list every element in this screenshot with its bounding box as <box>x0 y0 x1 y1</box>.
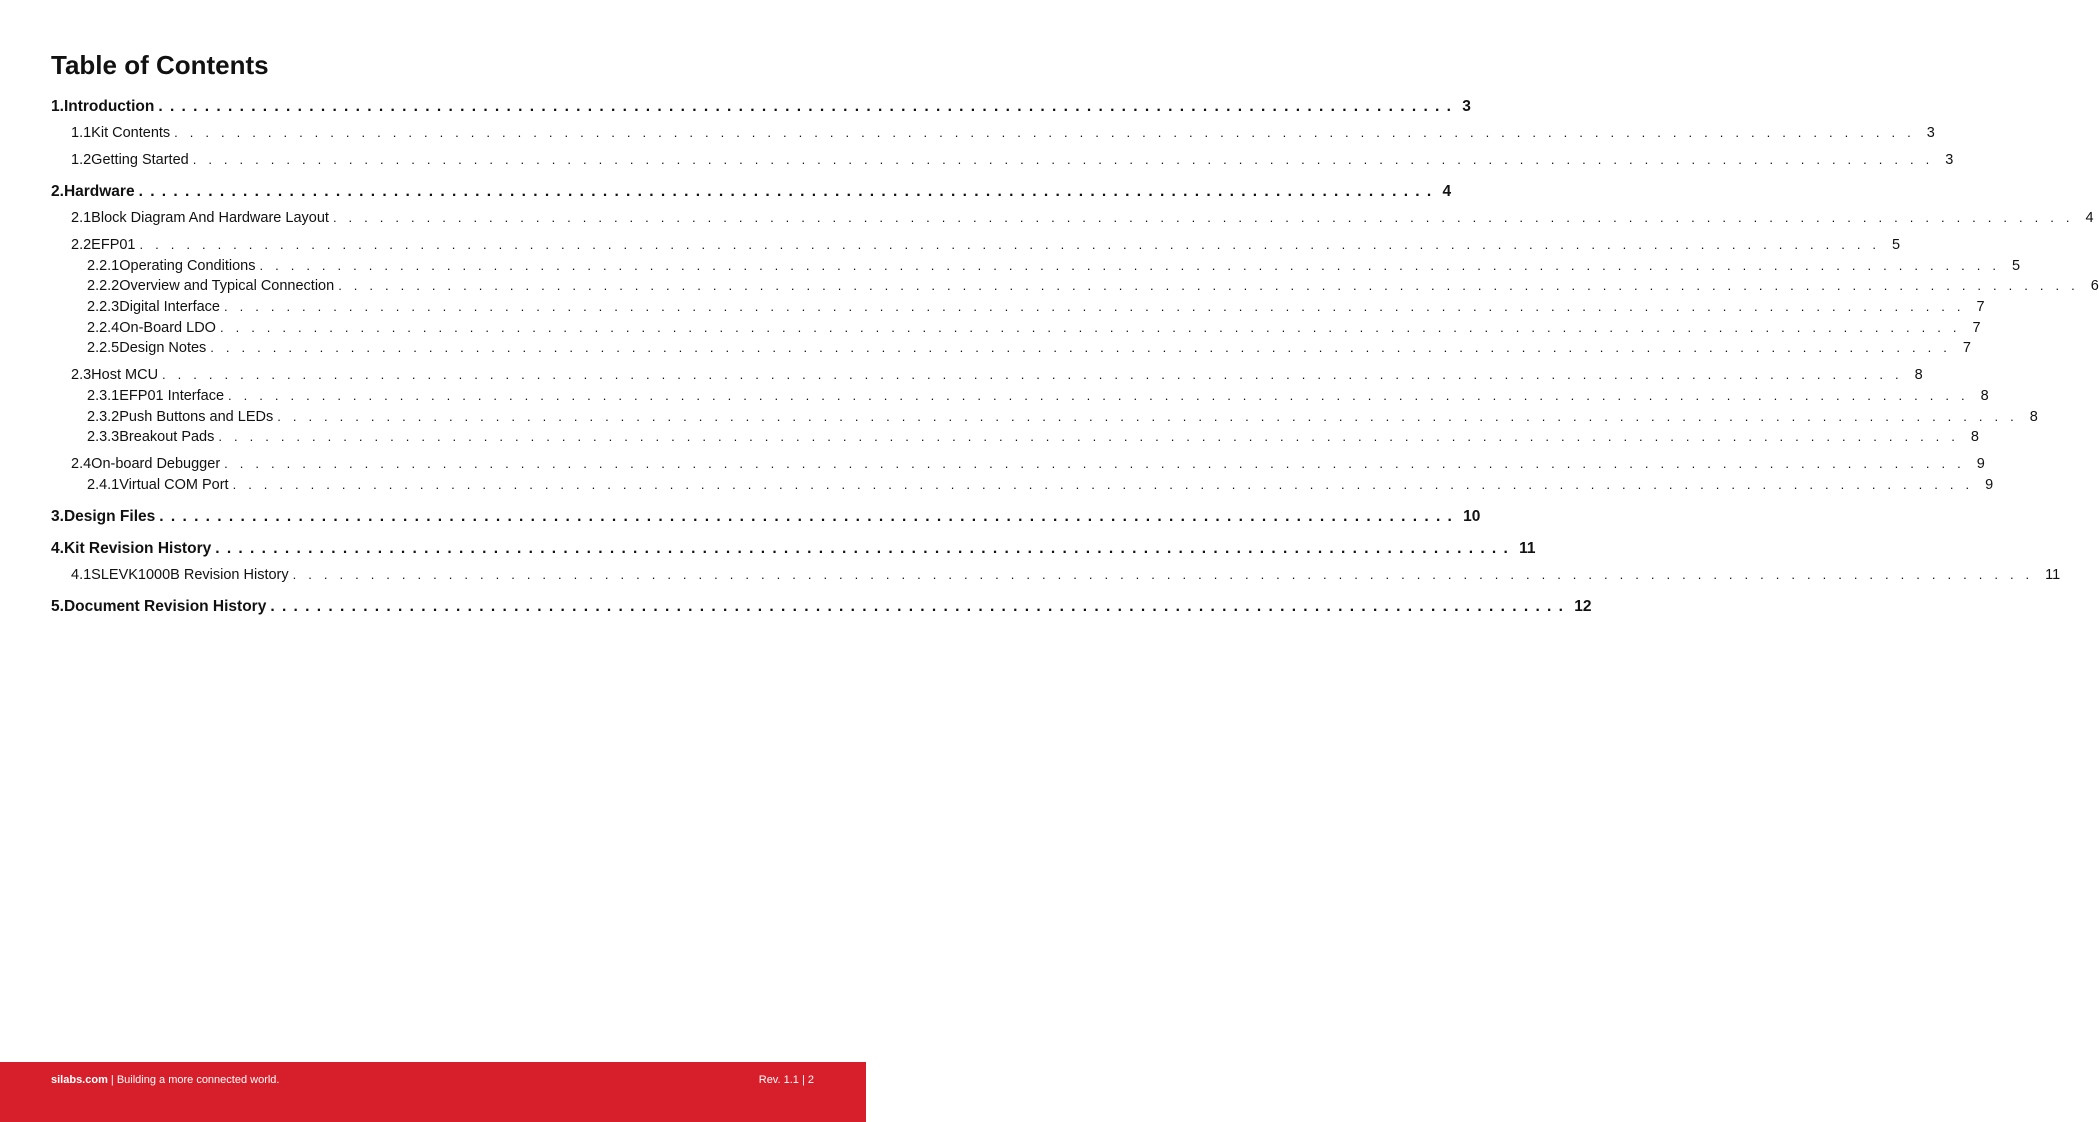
toc-entry-title: On-Board LDO <box>119 320 216 336</box>
dot-leader: ................................................................................................................ <box>158 98 1459 115</box>
toc-entry-number: 1.1 <box>71 125 92 141</box>
toc-entry-design-files[interactable] <box>51 508 1481 526</box>
dot-leader: ................................................................................................................ <box>174 125 1923 140</box>
page-footer <box>0 1062 866 1122</box>
toc-entry-page: 11 <box>2045 567 2061 583</box>
toc-entry-title: SLEVK1000B Revision History <box>91 567 289 583</box>
dot-leader: ................................................................................................................ <box>232 477 1982 492</box>
toc-entry-on-board-ldo[interactable] <box>87 320 1981 336</box>
toc-entry-overview[interactable] <box>87 278 2099 294</box>
toc-entry-page: 3 <box>1462 98 1471 115</box>
toc-entry-number: 4. <box>51 540 64 557</box>
toc-entry-title: Design Files <box>63 508 156 525</box>
toc-entry-page: 7 <box>1962 340 1971 356</box>
toc-entry-page: 8 <box>2029 409 2038 425</box>
toc-entry-host-mcu[interactable] <box>71 367 1923 383</box>
toc-entry-introduction[interactable] <box>51 98 1471 116</box>
toc-entry-slevk1000b-revision-history[interactable] <box>71 567 2061 583</box>
toc-entry-title: On-board Debugger <box>91 456 221 472</box>
toc-entry-page: 8 <box>1970 429 1979 445</box>
toc-entry-page: 5 <box>2012 258 2021 274</box>
toc-entry-title: Digital Interface <box>119 299 220 315</box>
toc-entry-number: 3. <box>51 508 64 525</box>
dot-leader: ................................................................................................................ <box>338 278 2087 293</box>
toc-entry-document-revision-history[interactable] <box>51 598 1592 616</box>
toc-entry-number: 2.2.4 <box>87 320 120 336</box>
toc-entry-number: 2.3.2 <box>87 409 120 425</box>
footer-site-link[interactable]: silabs.com <box>51 1074 108 1086</box>
toc-entry-number: 2.3.3 <box>87 429 120 445</box>
toc-entry-page: 9 <box>1985 477 1994 493</box>
toc-entry-efp01[interactable] <box>71 237 1901 253</box>
toc-entry-number: 2.2.2 <box>87 278 120 294</box>
toc-entry-virtual-com-port[interactable] <box>87 477 1994 493</box>
toc-entry-page: 11 <box>1519 540 1536 557</box>
dot-leader: ................................................................................................................ <box>270 598 1571 615</box>
toc-entry-number: 1.2 <box>71 152 92 168</box>
toc-entry-page: 4 <box>2085 210 2094 226</box>
toc-entry-number: 2.2.3 <box>87 299 120 315</box>
toc-entry-page: 7 <box>1972 320 1981 336</box>
dot-leader: ................................................................................................................ <box>138 183 1439 200</box>
toc-entry-page: 4 <box>1442 183 1452 200</box>
toc-entry-title: Kit Contents <box>91 125 171 141</box>
toc-entry-number: 2.4 <box>71 456 92 472</box>
toc-entry-kit-revision-history[interactable] <box>51 540 1536 558</box>
toc-entry-number: 1. <box>51 98 64 115</box>
toc-entry-page: 3 <box>1926 125 1935 141</box>
toc-entry-number: 2.3.1 <box>87 388 120 404</box>
toc-entry-on-board-debugger[interactable] <box>71 456 1985 472</box>
toc-entry-number: 2.3 <box>71 367 92 383</box>
toc-entry-breakout-pads[interactable] <box>87 429 1979 445</box>
dot-leader: ................................................................................................................ <box>224 299 1973 314</box>
toc-entry-title: Operating Conditions <box>119 258 256 274</box>
toc-entry-title: EFP01 Interface <box>119 388 225 404</box>
toc-entry-title: Overview and Typical Connection <box>119 278 335 294</box>
toc-entry-block-diagram[interactable] <box>71 210 2094 226</box>
toc-entry-title: Kit Revision History <box>63 540 212 557</box>
toc-entry-title: Breakout Pads <box>119 429 215 445</box>
dot-leader: ................................................................................................................ <box>159 508 1460 525</box>
dot-leader: ................................................................................................................ <box>228 388 1977 403</box>
footer-revision: Rev. 1.1 | 2 <box>758 1074 814 1086</box>
page-title: Table of Contents <box>51 50 269 80</box>
toc-entry-number: 4.1 <box>71 567 92 583</box>
toc-entry-title: Hardware <box>63 183 135 200</box>
toc-entry-page: 8 <box>1980 388 1989 404</box>
dot-leader: ................................................................................................................ <box>224 456 1973 471</box>
toc-entry-title: Getting Started <box>91 152 189 168</box>
toc-entry-design-notes[interactable] <box>87 340 1971 356</box>
dot-leader: ................................................................................................................ <box>332 210 2082 225</box>
footer-site-tagline <box>51 1073 279 1087</box>
toc-entry-title: Document Revision History <box>63 598 267 615</box>
toc-entry-number: 2.2.1 <box>87 258 120 274</box>
toc-entry-page: 10 <box>1463 508 1481 525</box>
toc-entry-page: 7 <box>1976 299 1985 315</box>
toc-entry-title: Introduction <box>63 98 155 115</box>
toc-entry-title: EFP01 <box>91 237 136 253</box>
toc-entry-title: Design Notes <box>119 340 207 356</box>
toc-entry-number: 2.1 <box>71 210 92 226</box>
dot-leader: ................................................................................................................ <box>215 540 1516 557</box>
toc-entry-page: 9 <box>1976 456 1985 472</box>
toc-entry-page: 6 <box>2090 278 2099 294</box>
toc-entry-title: Virtual COM Port <box>119 477 229 493</box>
toc-entry-page: 12 <box>1574 598 1592 615</box>
toc-entry-operating-conditions[interactable] <box>87 258 2021 274</box>
dot-leader: ................................................................................................................ <box>259 258 2009 273</box>
dot-leader: ................................................................................................................ <box>277 409 2026 424</box>
toc-entry-page: 5 <box>1892 237 1901 253</box>
dot-leader: ................................................................................................................ <box>139 237 1889 252</box>
toc-entry-page: 8 <box>1914 367 1923 383</box>
toc-entry-push-buttons[interactable] <box>87 409 2038 425</box>
footer-tagline: | Building a more connected world. <box>107 1074 280 1086</box>
toc-entry-hardware[interactable] <box>51 183 1452 201</box>
toc-entry-number: 2.2 <box>71 237 92 253</box>
dot-leader: ................................................................................................................ <box>162 367 1911 382</box>
toc-entry-number: 5. <box>51 598 64 615</box>
toc-entry-efp01-interface[interactable] <box>87 388 1989 404</box>
dot-leader: ................................................................................................................ <box>292 567 2042 582</box>
toc-entry-title: Push Buttons and LEDs <box>119 409 274 425</box>
dot-leader: ................................................................................................................ <box>210 340 1959 355</box>
toc-entry-page: 3 <box>1945 152 1954 168</box>
dot-leader: ................................................................................................................ <box>192 152 1942 167</box>
toc-entry-title: Host MCU <box>91 367 159 383</box>
toc-entry-number: 2. <box>51 183 64 200</box>
toc-entry-number: 2.2.5 <box>87 340 120 356</box>
dot-leader: ................................................................................................................ <box>218 429 1967 444</box>
toc-entry-digital-interface[interactable] <box>87 299 1985 315</box>
toc-entry-number: 2.4.1 <box>87 477 120 493</box>
toc-entry-getting-started[interactable] <box>71 152 1954 168</box>
dot-leader: ................................................................................................................ <box>219 320 1969 335</box>
toc-entry-kit-contents[interactable] <box>71 125 1935 141</box>
toc-entry-title: Block Diagram And Hardware Layout <box>91 210 329 226</box>
